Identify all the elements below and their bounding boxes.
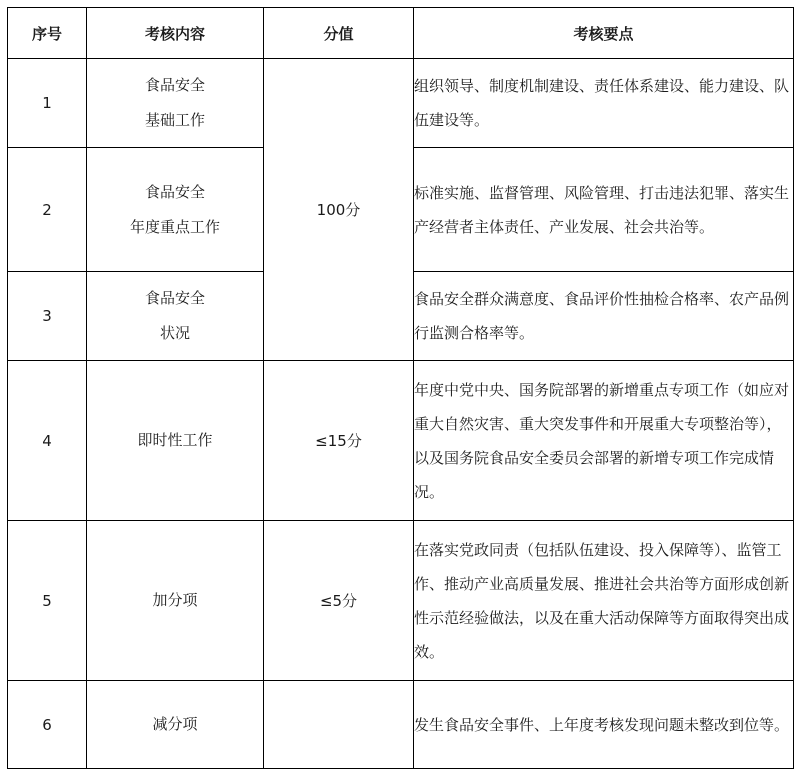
content-line: 加分项 xyxy=(152,591,198,609)
table-row xyxy=(8,59,794,148)
content-line: 减分项 xyxy=(152,715,198,733)
row-points: 年度中党中央、国务院部署的新增重点专项工作（如应对重大自然灾害、重大突发事件和开展重大专项整治等），以及国务院食品安全委员会部署的新增专项工作完成情况。 xyxy=(414,361,794,521)
content-line: 食品安全 xyxy=(144,182,205,201)
table-row xyxy=(8,361,794,521)
row-content xyxy=(87,521,264,681)
row-content xyxy=(87,59,264,148)
row-points: 标准实施、监督管理、风险管理、打击违法犯罪、落实生产经营者主体责任、产业发展、社会共治等。 xyxy=(414,148,794,272)
content-line: 基础工作 xyxy=(144,111,205,129)
row-index: 2 xyxy=(8,148,87,272)
row-points: 在落实党政同责（包括队伍建设、投入保障等）、监管工作、推动产业高质量发展、推进社会共治等方面形成创新性示范经验做法，以及在重大活动保障等方面取得突出成效。 xyxy=(414,521,794,681)
row-index: 5 xyxy=(8,521,87,681)
content-line: 食品安全 xyxy=(144,76,205,94)
content-line: 食品安全 xyxy=(144,289,205,307)
content-line: 年度重点工作 xyxy=(129,217,220,236)
content-line: 状况 xyxy=(159,324,190,342)
row-content xyxy=(87,272,264,361)
row-score: ≤5分 xyxy=(264,521,414,681)
row-index: 6 xyxy=(8,681,87,769)
header-points: 考核要点 xyxy=(414,8,794,59)
header-score: 分值 xyxy=(264,8,414,59)
row-index: 3 xyxy=(8,272,87,361)
header-index: 序号 xyxy=(8,8,87,59)
row-content xyxy=(87,148,264,272)
row-points: 食品安全群众满意度、食品评价性抽检合格率、农产品例行监测合格率等。 xyxy=(414,272,794,361)
row-points: 组织领导、制度机制建设、责任体系建设、能力建设、队伍建设等。 xyxy=(414,59,794,148)
table-row xyxy=(8,521,794,681)
row-content xyxy=(87,681,264,769)
row-content xyxy=(87,361,264,521)
header-row xyxy=(8,8,794,59)
row-points: 发生食品安全事件、上年度考核发现问题未整改到位等。 xyxy=(414,681,794,769)
row-score-empty xyxy=(264,681,414,769)
merged-score-cell: 100分 xyxy=(264,59,414,361)
content-line: 即时性工作 xyxy=(137,431,213,449)
row-index: 1 xyxy=(8,59,87,148)
table-row xyxy=(8,681,794,769)
row-index: 4 xyxy=(8,361,87,521)
row-score: ≤15分 xyxy=(264,361,414,521)
assessment-table xyxy=(7,7,794,769)
header-content: 考核内容 xyxy=(87,8,264,59)
